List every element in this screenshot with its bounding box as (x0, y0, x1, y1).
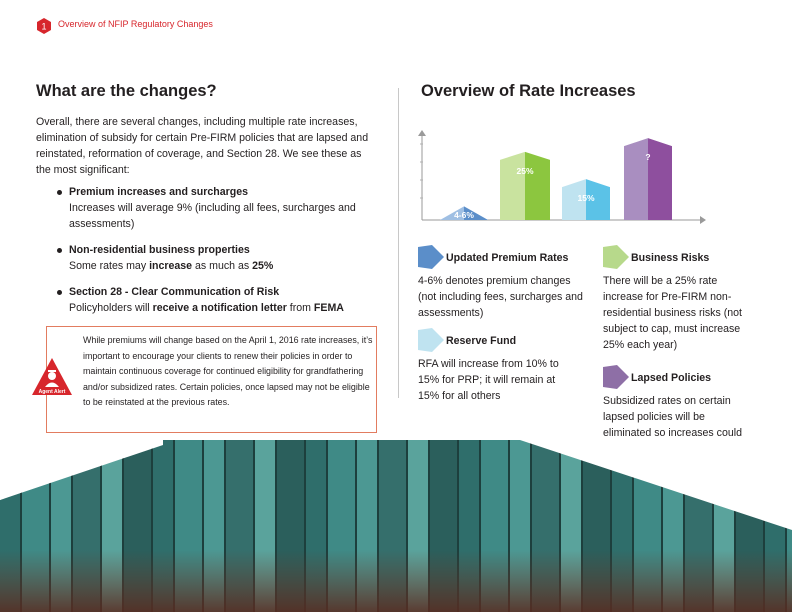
significant-changes-list (57, 184, 377, 326)
bullet-dot (57, 290, 62, 295)
agent-alert-icon (31, 357, 73, 399)
column-divider (398, 88, 399, 398)
legend-desc: 4-6% denotes premium changes (not including fees, surcharges and assessments) (418, 275, 583, 319)
legend-title: Business Risks (631, 252, 710, 264)
changes-heading: What are the changes? (36, 82, 217, 100)
agent-alert-text: While premiums will change based on the April 1, 2016 rate increases, it’s important to encourage your clients to renew their policies in order to maintain continuous coverage for continued eligibility for grandfathering and/or subsidized rates. Certain policies, once lapsed may not be eligible to be reinstated at the previous rates. (83, 335, 373, 407)
bar (500, 152, 525, 220)
intro-paragraph: Overall, there are several changes, including multiple rate increases, elimination of subsidy for certain Pre-FIRM policies that are lapsed and reinstated, reformation of coverage, and Section 28. We see these as the most significant: (36, 116, 369, 176)
legend-desc: Subsidized rates on certain lapsed policies will be eliminated so increases could (603, 395, 742, 439)
legend-title: Lapsed Policies (631, 372, 712, 384)
agent-alert-box (38, 326, 377, 433)
svg-text:1: 1 (41, 21, 47, 32)
y-axis-arrow (418, 130, 426, 136)
bullet-dot (57, 248, 62, 253)
bullet-desc: Increases will average 9% (including all fees, surcharges and assessments) (69, 202, 356, 230)
flood-water (0, 550, 792, 612)
data-label: 15% (577, 193, 595, 204)
section-title: Overview of NFIP Regulatory Changes (58, 19, 213, 29)
bullet-title: Section 28 - Clear Communication of Risk (69, 286, 280, 298)
blue-shape-icon (418, 245, 444, 269)
purple-shape-icon (603, 365, 629, 389)
flooded-wood-fence-image (0, 440, 792, 612)
data-label: ? (645, 152, 651, 163)
data-label: 25% (516, 165, 534, 176)
bar-shade (525, 152, 550, 220)
data-label: 4-6% (454, 210, 474, 220)
light-blue-shape-icon (418, 328, 444, 352)
bullet-title: Non-residential business properties (69, 244, 250, 256)
list-item (57, 184, 377, 232)
bar (624, 138, 651, 220)
legend-title: Reserve Fund (446, 335, 517, 347)
bullet-title: Premium increases and surcharges (69, 186, 249, 198)
legend-desc: There will be a 25% rate increase for Pre-FIRM non-residential business risks (not subject to cap, must increase 25% each year) (603, 275, 742, 351)
svg-text:Agent Alert: Agent Alert (38, 389, 66, 395)
rate-increases-heading: Overview of Rate Increases (421, 82, 636, 100)
rate-increase-chart (410, 124, 710, 232)
bullet-desc: Some rates may increase as much as 25% (69, 260, 274, 272)
bar-shade (648, 138, 672, 220)
bullet-desc: Policyholders will receive a notification letter from FEMA (69, 302, 344, 314)
page-number-badge (36, 18, 52, 34)
list-item (57, 242, 377, 274)
legend-desc: RFA will increase from 10% to 15% for PRP; it will remain at 15% for all others (418, 358, 559, 402)
list-item (57, 284, 377, 316)
legend-title: Updated Premium Rates (446, 252, 569, 264)
bullet-dot (57, 190, 62, 195)
x-axis-arrow (700, 216, 706, 224)
green-shape-icon (603, 245, 629, 269)
